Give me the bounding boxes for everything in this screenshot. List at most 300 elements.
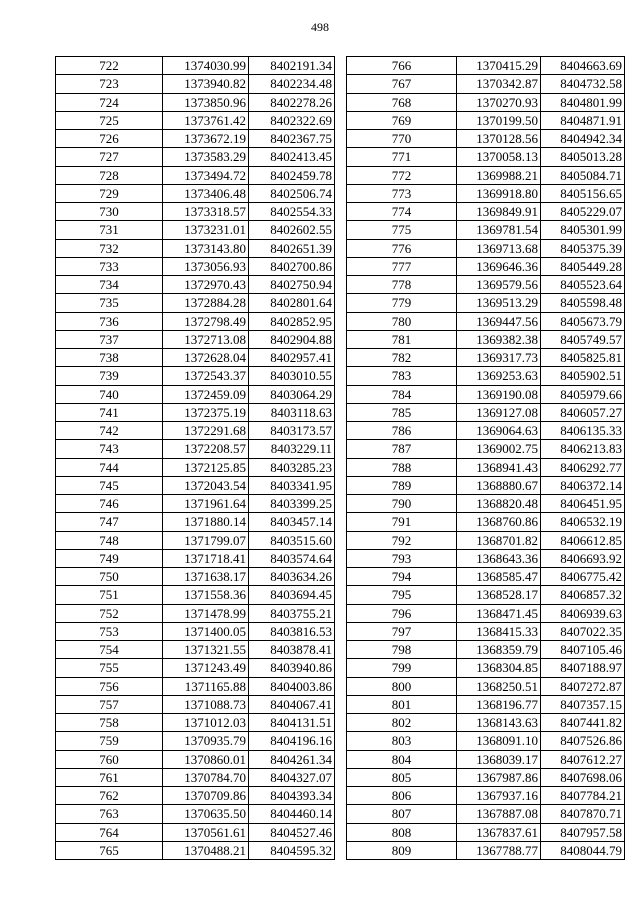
y-coordinate-cell: 8405979.66: [541, 385, 625, 403]
point-number-cell: 729: [56, 184, 163, 202]
right-coordinates-table: [346, 56, 625, 860]
y-coordinate-cell: 8403878.41: [249, 641, 335, 659]
point-number-cell: 775: [347, 221, 457, 239]
point-number-cell: 737: [56, 330, 163, 348]
x-coordinate-cell: 1370128.56: [457, 130, 541, 148]
x-coordinate-cell: 1371321.55: [163, 641, 249, 659]
point-number-cell: 805: [347, 768, 457, 786]
table-row: [347, 659, 625, 677]
x-coordinate-cell: 1372713.08: [163, 330, 249, 348]
table-row: [56, 349, 335, 367]
y-coordinate-cell: 8407272.87: [541, 677, 625, 695]
y-coordinate-cell: 8406775.42: [541, 568, 625, 586]
point-number-cell: 760: [56, 750, 163, 768]
x-coordinate-cell: 1368643.36: [457, 549, 541, 567]
x-coordinate-cell: 1373672.19: [163, 130, 249, 148]
page-number: 498: [311, 20, 329, 34]
x-coordinate-cell: 1372543.37: [163, 367, 249, 385]
point-number-cell: 727: [56, 148, 163, 166]
table-row: [347, 130, 625, 148]
x-coordinate-cell: 1373406.48: [163, 184, 249, 202]
y-coordinate-cell: 8404067.41: [249, 695, 335, 713]
x-coordinate-cell: 1370058.13: [457, 148, 541, 166]
point-number-cell: 796: [347, 604, 457, 622]
x-coordinate-cell: 1373056.93: [163, 257, 249, 275]
table-row: [347, 695, 625, 713]
x-coordinate-cell: 1373583.29: [163, 148, 249, 166]
x-coordinate-cell: 1371718.41: [163, 549, 249, 567]
table-row: [56, 294, 335, 312]
x-coordinate-cell: 1368941.43: [457, 458, 541, 476]
y-coordinate-cell: 8405673.79: [541, 312, 625, 330]
point-number-cell: 761: [56, 768, 163, 786]
point-number-cell: 732: [56, 239, 163, 257]
y-coordinate-cell: 8403341.95: [249, 476, 335, 494]
point-number-cell: 725: [56, 111, 163, 129]
point-number-cell: 757: [56, 695, 163, 713]
table-row: [347, 476, 625, 494]
table-row: [56, 659, 335, 677]
point-number-cell: 753: [56, 622, 163, 640]
point-number-cell: 740: [56, 385, 163, 403]
y-coordinate-cell: 8405523.64: [541, 276, 625, 294]
point-number-cell: 736: [56, 312, 163, 330]
point-number-cell: 794: [347, 568, 457, 586]
point-number-cell: 731: [56, 221, 163, 239]
table-row: [56, 458, 335, 476]
y-coordinate-cell: 8403515.60: [249, 531, 335, 549]
y-coordinate-cell: 8403816.53: [249, 622, 335, 640]
y-coordinate-cell: 8402957.41: [249, 349, 335, 367]
y-coordinate-cell: 8402602.55: [249, 221, 335, 239]
y-coordinate-cell: 8407870.71: [541, 805, 625, 823]
x-coordinate-cell: 1372628.04: [163, 349, 249, 367]
y-coordinate-cell: 8402801.64: [249, 294, 335, 312]
table-row: [56, 586, 335, 604]
x-coordinate-cell: 1368196.77: [457, 695, 541, 713]
y-coordinate-cell: 8404801.99: [541, 93, 625, 111]
x-coordinate-cell: 1369713.68: [457, 239, 541, 257]
point-number-cell: 734: [56, 276, 163, 294]
y-coordinate-cell: 8403285.23: [249, 458, 335, 476]
table-row: [56, 257, 335, 275]
point-number-cell: 780: [347, 312, 457, 330]
x-coordinate-cell: 1371961.64: [163, 495, 249, 513]
table-row: [56, 841, 335, 859]
table-row: [56, 440, 335, 458]
point-number-cell: 759: [56, 732, 163, 750]
point-number-cell: 758: [56, 714, 163, 732]
x-coordinate-cell: 1373761.42: [163, 111, 249, 129]
point-number-cell: 735: [56, 294, 163, 312]
x-coordinate-cell: 1368760.86: [457, 513, 541, 531]
y-coordinate-cell: 8402413.45: [249, 148, 335, 166]
x-coordinate-cell: 1372884.28: [163, 294, 249, 312]
x-coordinate-cell: 1370199.50: [457, 111, 541, 129]
table-row: [56, 604, 335, 622]
table-row: [347, 148, 625, 166]
table-row: [347, 184, 625, 202]
x-coordinate-cell: 1373231.01: [163, 221, 249, 239]
point-number-cell: 739: [56, 367, 163, 385]
table-row: [56, 385, 335, 403]
table-row: [347, 440, 625, 458]
table-row: [347, 239, 625, 257]
y-coordinate-cell: 8407957.58: [541, 823, 625, 841]
point-number-cell: 733: [56, 257, 163, 275]
table-row: [347, 732, 625, 750]
point-number-cell: 724: [56, 93, 163, 111]
point-number-cell: 790: [347, 495, 457, 513]
point-number-cell: 789: [347, 476, 457, 494]
table-row: [56, 549, 335, 567]
table-row: [347, 641, 625, 659]
x-coordinate-cell: 1370488.21: [163, 841, 249, 859]
y-coordinate-cell: 8405598.48: [541, 294, 625, 312]
point-number-cell: 771: [347, 148, 457, 166]
y-coordinate-cell: 8404327.07: [249, 768, 335, 786]
x-coordinate-cell: 1373143.80: [163, 239, 249, 257]
y-coordinate-cell: 8403457.14: [249, 513, 335, 531]
table-row: [347, 586, 625, 604]
x-coordinate-cell: 1372291.68: [163, 422, 249, 440]
x-coordinate-cell: 1368880.67: [457, 476, 541, 494]
x-coordinate-cell: 1371088.73: [163, 695, 249, 713]
point-number-cell: 773: [347, 184, 457, 202]
y-coordinate-cell: 8406135.33: [541, 422, 625, 440]
table-row: [56, 403, 335, 421]
x-coordinate-cell: 1368701.82: [457, 531, 541, 549]
point-number-cell: 802: [347, 714, 457, 732]
x-coordinate-cell: 1373318.57: [163, 203, 249, 221]
table-row: [347, 787, 625, 805]
y-coordinate-cell: 8407188.97: [541, 659, 625, 677]
left-coordinates-table: [55, 56, 335, 860]
y-coordinate-cell: 8407784.21: [541, 787, 625, 805]
y-coordinate-cell: 8407698.06: [541, 768, 625, 786]
x-coordinate-cell: 1367788.77: [457, 841, 541, 859]
table-row: [347, 677, 625, 695]
y-coordinate-cell: 8404196.16: [249, 732, 335, 750]
x-coordinate-cell: 1368471.45: [457, 604, 541, 622]
point-number-cell: 809: [347, 841, 457, 859]
x-coordinate-cell: 1369382.38: [457, 330, 541, 348]
table-row: [56, 148, 335, 166]
table-row: [347, 257, 625, 275]
x-coordinate-cell: 1368820.48: [457, 495, 541, 513]
x-coordinate-cell: 1369127.08: [457, 403, 541, 421]
y-coordinate-cell: 8402700.86: [249, 257, 335, 275]
table-row: [56, 166, 335, 184]
point-number-cell: 803: [347, 732, 457, 750]
y-coordinate-cell: 8402191.34: [249, 57, 335, 75]
point-number-cell: 767: [347, 75, 457, 93]
table-row: [347, 495, 625, 513]
point-number-cell: 749: [56, 549, 163, 567]
y-coordinate-cell: 8404663.69: [541, 57, 625, 75]
x-coordinate-cell: 1371558.36: [163, 586, 249, 604]
table-row: [347, 622, 625, 640]
table-row: [56, 823, 335, 841]
y-coordinate-cell: 8404003.86: [249, 677, 335, 695]
x-coordinate-cell: 1373850.96: [163, 93, 249, 111]
y-coordinate-cell: 8407022.35: [541, 622, 625, 640]
table-row: [56, 568, 335, 586]
y-coordinate-cell: 8403634.26: [249, 568, 335, 586]
point-number-cell: 764: [56, 823, 163, 841]
table-row: [347, 422, 625, 440]
x-coordinate-cell: 1374030.99: [163, 57, 249, 75]
y-coordinate-cell: 8404732.58: [541, 75, 625, 93]
table-row: [347, 221, 625, 239]
table-row: [347, 385, 625, 403]
table-row: [347, 367, 625, 385]
point-number-cell: 741: [56, 403, 163, 421]
table-row: [56, 276, 335, 294]
y-coordinate-cell: 8404393.34: [249, 787, 335, 805]
point-number-cell: 784: [347, 385, 457, 403]
table-row: [56, 495, 335, 513]
point-number-cell: 747: [56, 513, 163, 531]
y-coordinate-cell: 8405449.28: [541, 257, 625, 275]
y-coordinate-cell: 8407612.27: [541, 750, 625, 768]
y-coordinate-cell: 8404460.14: [249, 805, 335, 823]
x-coordinate-cell: 1373494.72: [163, 166, 249, 184]
x-coordinate-cell: 1370935.79: [163, 732, 249, 750]
point-number-cell: 800: [347, 677, 457, 695]
y-coordinate-cell: 8403694.45: [249, 586, 335, 604]
table-row: [347, 714, 625, 732]
table-row: [347, 330, 625, 348]
table-row: [347, 294, 625, 312]
y-coordinate-cell: 8405375.39: [541, 239, 625, 257]
y-coordinate-cell: 8406292.77: [541, 458, 625, 476]
x-coordinate-cell: 1371638.17: [163, 568, 249, 586]
y-coordinate-cell: 8403574.64: [249, 549, 335, 567]
point-number-cell: 762: [56, 787, 163, 805]
x-coordinate-cell: 1368359.79: [457, 641, 541, 659]
table-row: [347, 805, 625, 823]
y-coordinate-cell: 8406532.19: [541, 513, 625, 531]
x-coordinate-cell: 1368091.10: [457, 732, 541, 750]
x-coordinate-cell: 1368143.63: [457, 714, 541, 732]
point-number-cell: 801: [347, 695, 457, 713]
y-coordinate-cell: 8402852.95: [249, 312, 335, 330]
y-coordinate-cell: 8402234.48: [249, 75, 335, 93]
y-coordinate-cell: 8406057.27: [541, 403, 625, 421]
x-coordinate-cell: 1372125.85: [163, 458, 249, 476]
point-number-cell: 769: [347, 111, 457, 129]
table-row: [347, 604, 625, 622]
table-row: [56, 330, 335, 348]
table-row: [347, 276, 625, 294]
point-number-cell: 756: [56, 677, 163, 695]
x-coordinate-cell: 1368585.47: [457, 568, 541, 586]
table-row: [56, 367, 335, 385]
table-row: [347, 312, 625, 330]
point-number-cell: 765: [56, 841, 163, 859]
table-row: [347, 549, 625, 567]
point-number-cell: 808: [347, 823, 457, 841]
y-coordinate-cell: 8406693.92: [541, 549, 625, 567]
x-coordinate-cell: 1368528.17: [457, 586, 541, 604]
x-coordinate-cell: 1369849.91: [457, 203, 541, 221]
y-coordinate-cell: 8404261.34: [249, 750, 335, 768]
point-number-cell: 778: [347, 276, 457, 294]
y-coordinate-cell: 8406451.95: [541, 495, 625, 513]
x-coordinate-cell: 1369781.54: [457, 221, 541, 239]
table-row: [347, 823, 625, 841]
point-number-cell: 746: [56, 495, 163, 513]
y-coordinate-cell: 8408044.79: [541, 841, 625, 859]
y-coordinate-cell: 8402506.74: [249, 184, 335, 202]
table-row: [347, 768, 625, 786]
point-number-cell: 782: [347, 349, 457, 367]
x-coordinate-cell: 1369190.08: [457, 385, 541, 403]
table-row: [56, 750, 335, 768]
x-coordinate-cell: 1371243.49: [163, 659, 249, 677]
y-coordinate-cell: 8405229.07: [541, 203, 625, 221]
point-number-cell: 738: [56, 349, 163, 367]
point-number-cell: 792: [347, 531, 457, 549]
table-row: [56, 221, 335, 239]
y-coordinate-cell: 8402904.88: [249, 330, 335, 348]
y-coordinate-cell: 8402322.69: [249, 111, 335, 129]
point-number-cell: 728: [56, 166, 163, 184]
x-coordinate-cell: 1369646.36: [457, 257, 541, 275]
y-coordinate-cell: 8404527.46: [249, 823, 335, 841]
table-row: [56, 75, 335, 93]
y-coordinate-cell: 8405749.57: [541, 330, 625, 348]
y-coordinate-cell: 8406857.32: [541, 586, 625, 604]
y-coordinate-cell: 8403399.25: [249, 495, 335, 513]
y-coordinate-cell: 8405084.71: [541, 166, 625, 184]
y-coordinate-cell: 8405902.51: [541, 367, 625, 385]
table-row: [56, 111, 335, 129]
y-coordinate-cell: 8403229.11: [249, 440, 335, 458]
y-coordinate-cell: 8402367.75: [249, 130, 335, 148]
table-row: [347, 458, 625, 476]
x-coordinate-cell: 1372798.49: [163, 312, 249, 330]
point-number-cell: 763: [56, 805, 163, 823]
point-number-cell: 779: [347, 294, 457, 312]
point-number-cell: 774: [347, 203, 457, 221]
x-coordinate-cell: 1371880.14: [163, 513, 249, 531]
table-row: [56, 57, 335, 75]
point-number-cell: 751: [56, 586, 163, 604]
table-row: [56, 93, 335, 111]
x-coordinate-cell: 1369988.21: [457, 166, 541, 184]
y-coordinate-cell: 8402750.94: [249, 276, 335, 294]
table-row: [56, 732, 335, 750]
x-coordinate-cell: 1370342.87: [457, 75, 541, 93]
point-number-cell: 795: [347, 586, 457, 604]
point-number-cell: 791: [347, 513, 457, 531]
point-number-cell: 777: [347, 257, 457, 275]
x-coordinate-cell: 1369253.63: [457, 367, 541, 385]
point-number-cell: 722: [56, 57, 163, 75]
point-number-cell: 787: [347, 440, 457, 458]
point-number-cell: 786: [347, 422, 457, 440]
table-row: [56, 184, 335, 202]
table-row: [56, 476, 335, 494]
x-coordinate-cell: 1372375.19: [163, 403, 249, 421]
y-coordinate-cell: 8403118.63: [249, 403, 335, 421]
point-number-cell: 785: [347, 403, 457, 421]
y-coordinate-cell: 8403064.29: [249, 385, 335, 403]
point-number-cell: 806: [347, 787, 457, 805]
point-number-cell: 783: [347, 367, 457, 385]
y-coordinate-cell: 8406612.85: [541, 531, 625, 549]
point-number-cell: 766: [347, 57, 457, 75]
x-coordinate-cell: 1370860.01: [163, 750, 249, 768]
table-row: [56, 531, 335, 549]
point-number-cell: 730: [56, 203, 163, 221]
point-number-cell: 726: [56, 130, 163, 148]
table-row: [56, 513, 335, 531]
point-number-cell: 804: [347, 750, 457, 768]
table-row: [347, 513, 625, 531]
y-coordinate-cell: 8404595.32: [249, 841, 335, 859]
x-coordinate-cell: 1371400.05: [163, 622, 249, 640]
table-row: [56, 130, 335, 148]
table-row: [347, 111, 625, 129]
table-row: [56, 312, 335, 330]
point-number-cell: 797: [347, 622, 457, 640]
table-row: [347, 841, 625, 859]
x-coordinate-cell: 1370784.70: [163, 768, 249, 786]
x-coordinate-cell: 1369064.63: [457, 422, 541, 440]
x-coordinate-cell: 1369579.56: [457, 276, 541, 294]
table-row: [56, 422, 335, 440]
x-coordinate-cell: 1370561.61: [163, 823, 249, 841]
y-coordinate-cell: 8403010.55: [249, 367, 335, 385]
x-coordinate-cell: 1372459.09: [163, 385, 249, 403]
x-coordinate-cell: 1369447.56: [457, 312, 541, 330]
y-coordinate-cell: 8402651.39: [249, 239, 335, 257]
x-coordinate-cell: 1372970.43: [163, 276, 249, 294]
table-row: [56, 695, 335, 713]
y-coordinate-cell: 8402459.78: [249, 166, 335, 184]
x-coordinate-cell: 1371012.03: [163, 714, 249, 732]
x-coordinate-cell: 1367887.08: [457, 805, 541, 823]
y-coordinate-cell: 8404871.91: [541, 111, 625, 129]
x-coordinate-cell: 1370415.29: [457, 57, 541, 75]
y-coordinate-cell: 8402278.26: [249, 93, 335, 111]
y-coordinate-cell: 8403755.21: [249, 604, 335, 622]
point-number-cell: 776: [347, 239, 457, 257]
y-coordinate-cell: 8407526.86: [541, 732, 625, 750]
table-row: [347, 93, 625, 111]
x-coordinate-cell: 1371799.07: [163, 531, 249, 549]
x-coordinate-cell: 1367937.16: [457, 787, 541, 805]
table-row: [347, 531, 625, 549]
y-coordinate-cell: 8404131.51: [249, 714, 335, 732]
point-number-cell: 807: [347, 805, 457, 823]
point-number-cell: 752: [56, 604, 163, 622]
x-coordinate-cell: 1368415.33: [457, 622, 541, 640]
table-row: [56, 714, 335, 732]
table-row: [56, 239, 335, 257]
point-number-cell: 781: [347, 330, 457, 348]
y-coordinate-cell: 8405301.99: [541, 221, 625, 239]
y-coordinate-cell: 8406372.14: [541, 476, 625, 494]
point-number-cell: 748: [56, 531, 163, 549]
x-coordinate-cell: 1373940.82: [163, 75, 249, 93]
x-coordinate-cell: 1369513.29: [457, 294, 541, 312]
x-coordinate-cell: 1372043.54: [163, 476, 249, 494]
point-number-cell: 768: [347, 93, 457, 111]
